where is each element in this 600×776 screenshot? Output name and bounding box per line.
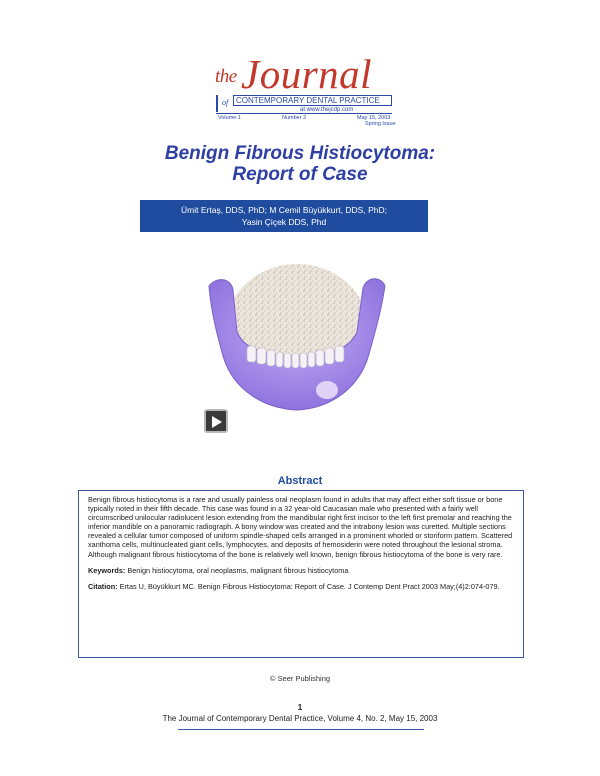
copyright-notice: © Seer Publishing [269, 674, 331, 683]
abstract-heading: Abstract [277, 475, 323, 487]
abstract-text: Benign fibrous histiocytoma is a rare and usually painless oral neoplasm found in adults that may affect either soft tissue or bone typically noted in their fifth decade. This case was found in a 32 year-old Caucasian male who presented with a fairly well circumscribed unilocular radiolucent lesion extending from the mandibular right first incisor to the left first premolar and reaching the inferior mandible on a panoramic radiograph. A bony window was created and the intrabony lesion was curetted. Multiple sections revealed a cellular tumor composed of uniform spindle-shaped cells arranged in a prominent whorled or storiform pattern. Scattered xanthoma cells, multinucleated giant cells, lymphocytes, and deposits of hemosiderin were noted throughout the lesional stroma. Although malignant fibrous histiocytoma of the bone is relatively well known, benign fibrous histiocytoma of the bone is very rare. [88, 495, 513, 559]
keywords-label: Keywords: [88, 565, 126, 575]
citation-text: Ertas U, Büyükkurt MC. Benign Fibrous Histiocytoma: Report of Case. J Contemp Dent Pract 2003 May;(4)2:074-079. [119, 581, 500, 591]
lesion-highlight [316, 381, 338, 399]
authors-line-1: Ümit Ertaş, DDS, PhD; M Cemil Büyükkurt, DDS, PhD; [181, 205, 387, 215]
play-button[interactable] [204, 409, 228, 433]
journal-masthead [212, 51, 396, 132]
footer-rule [178, 729, 424, 730]
masthead-of: of [222, 98, 229, 107]
authors-line-2: Yasin Çiçek DDS, Phd [241, 217, 327, 227]
authors-bar [140, 200, 428, 232]
masthead-volume: Volume 1 [218, 115, 241, 121]
abstract-box [78, 490, 524, 658]
masthead-bracket [216, 95, 218, 112]
article-title [0, 143, 600, 185]
footer-journal-line: The Journal of Contemporary Dental Practice, Volume 4, No. 2, May 15, 2003 [162, 714, 438, 723]
title-line-2: Report of Case [232, 164, 368, 185]
masthead-number: Number 2 [282, 115, 307, 121]
citation-label: Citation: [88, 581, 118, 591]
keywords-text: Benign histiocytoma, oral neoplasms, malignant fibrous histiocytoma [127, 565, 349, 575]
masthead-publication: CONTEMPORARY DENTAL PRACTICE [233, 95, 392, 106]
masthead-url: at www.thejcdp.com [300, 107, 354, 113]
masthead-journal: Journal [241, 51, 373, 97]
page-number: 1 [297, 703, 303, 712]
masthead-issue: Spring Issue [365, 121, 396, 127]
masthead-rule [216, 113, 392, 114]
play-button-icon [211, 415, 223, 429]
masthead-date: May 15, 2003 [357, 115, 391, 121]
title-line-1: Benign Fibrous Histiocytoma: [164, 143, 436, 164]
citation-line [88, 582, 514, 591]
masthead-the: the [215, 66, 237, 87]
keywords-line [88, 566, 514, 575]
